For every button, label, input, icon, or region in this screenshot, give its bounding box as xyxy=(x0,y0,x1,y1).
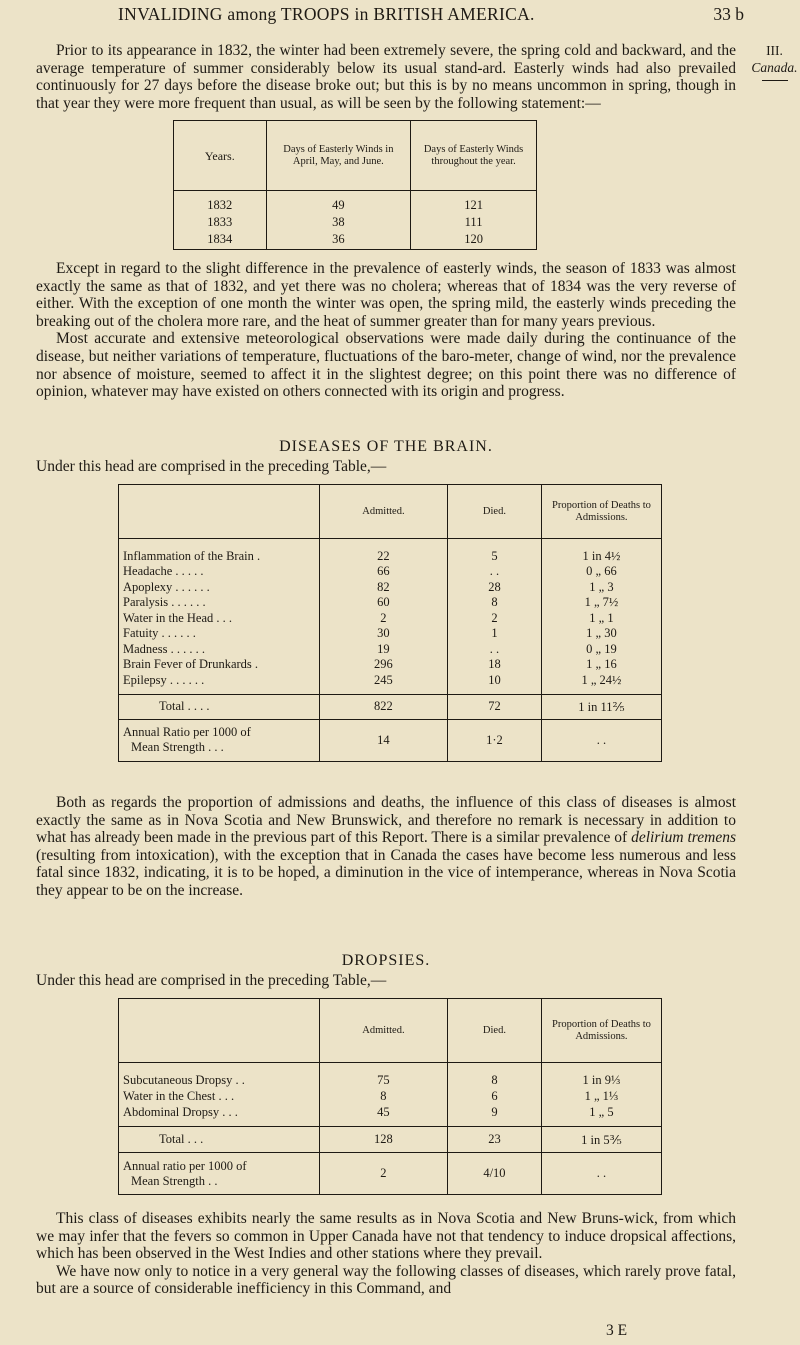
table-row xyxy=(119,657,662,673)
table-row xyxy=(119,549,662,565)
running-header xyxy=(0,4,800,28)
table-row xyxy=(119,580,662,596)
dropsy-died: 6 xyxy=(448,1089,542,1105)
dropsy-ratio-proportion: . . xyxy=(541,1153,661,1195)
dropsy-total-died: 23 xyxy=(448,1127,542,1153)
brain-disease-name: Brain Fever of Drunkards . xyxy=(123,657,259,672)
brain-header-proportion: Proportion of Deaths to Admissions. xyxy=(541,485,661,539)
paragraph-4 xyxy=(36,794,736,900)
dropsy-disease-name: Water in the Chest . . . xyxy=(123,1089,235,1103)
brain-ratio-label-1: Annual Ratio per 1000 of xyxy=(123,725,251,739)
dropsy-ratio-died: 4/10 xyxy=(448,1153,542,1195)
brain-header-died: Died. xyxy=(448,485,542,539)
brain-total-admitted: 822 xyxy=(319,694,447,719)
brain-admitted: 30 xyxy=(319,626,447,642)
brain-proportion: 1 in 4½ xyxy=(541,549,661,565)
paragraph-4-after: (resulting from intoxication), with the exception that in Canada the cases have become less numerous and less fatal since 1832, indicating, it is to be hoped, a diminution in the vice of intemperance, whereas in Nova Scotia they appear to be on the increase. xyxy=(36,846,736,899)
dropsy-header-died: Died. xyxy=(448,999,542,1063)
table-row xyxy=(119,1105,662,1121)
paragraph-1-block xyxy=(36,42,736,112)
table-row xyxy=(119,1073,662,1089)
table-row xyxy=(119,595,662,611)
brain-total-proportion: 1 in 11⅖ xyxy=(541,694,661,719)
winds-amj: 38 xyxy=(266,214,411,231)
winds-header-amj: Days of Easterly Winds in April, May, and June. xyxy=(266,121,411,191)
dropsy-total-label: Total . . . xyxy=(159,1132,204,1146)
signature-mark: 3 E xyxy=(606,1322,628,1339)
brain-proportion: 1 „ 3 xyxy=(541,580,661,596)
brain-disease-name: Epilepsy . . . . . . xyxy=(123,672,205,687)
paragraphs-2-3-block xyxy=(36,260,736,401)
running-title: INVALIDING among TROOPS in BRITISH AMERICA. xyxy=(118,4,535,24)
dropsy-disease-name: Subcutaneous Dropsy . . xyxy=(123,1073,245,1087)
winds-amj: 36 xyxy=(266,231,411,250)
brain-proportion: 1 „ 24½ xyxy=(541,673,661,689)
brain-admitted: 245 xyxy=(319,673,447,689)
table-ratio-row xyxy=(119,719,662,761)
winds-header-year: Days of Easterly Winds throughout the year. xyxy=(411,121,537,191)
brain-died: . . xyxy=(448,642,542,658)
brain-proportion: 1 „ 7½ xyxy=(541,595,661,611)
winds-year-total: 120 xyxy=(411,231,537,250)
brain-proportion: 1 „ 30 xyxy=(541,626,661,642)
easterly-winds-table xyxy=(173,120,537,250)
dropsy-admitted: 8 xyxy=(319,1089,447,1105)
table-row xyxy=(119,1089,662,1105)
margin-rule xyxy=(762,80,788,81)
brain-ratio-died: 1·2 xyxy=(448,719,542,761)
dropsy-died: 8 xyxy=(448,1073,542,1089)
winds-header-years: Years. xyxy=(174,121,267,191)
brain-disease-name: Water in the Head . . . xyxy=(123,610,233,625)
margin-chapter: III. xyxy=(766,43,783,58)
winds-year: 1834 xyxy=(207,232,233,247)
table-row xyxy=(119,564,662,580)
dropsy-died: 9 xyxy=(448,1105,542,1121)
paragraph-4-italic: delirium tremens xyxy=(631,829,736,847)
table-row xyxy=(119,611,662,627)
brain-admitted: 82 xyxy=(319,580,447,596)
paragraph-1: Prior to its appearance in 1832, the winter had been extremely severe, the spring cold and backward, and the average temperature of summer considerably below its usual stand-ard. Easterly winds had also prevailed continuously for 27 days before the disease broke out; but this is by no means uncommon in spring, though in that year they were more frequent than usual, as will be seen by the following statement:— xyxy=(36,42,736,112)
margin-region: Canada. xyxy=(751,60,798,75)
brain-admitted: 66 xyxy=(319,564,447,580)
brain-disease-name: Headache . . . . . xyxy=(123,564,204,579)
table-row xyxy=(174,231,537,250)
dropsy-admitted: 45 xyxy=(319,1105,447,1121)
dropsy-section-heading: DROPSIES. xyxy=(341,952,431,969)
brain-diseases-table xyxy=(118,484,662,762)
winds-year: 1832 xyxy=(207,197,233,212)
winds-year-total: 121 xyxy=(411,197,537,214)
paragraph-6: We have now only to notice in a very general way the following classes of diseases, which rarely prove fatal, but are a source of considerable inefficiency in this Command, and xyxy=(36,1262,736,1298)
brain-section-heading: DISEASES OF THE BRAIN. xyxy=(279,438,493,455)
brain-total-died: 72 xyxy=(448,694,542,719)
brain-total-label: Total . . . . xyxy=(159,699,210,713)
table-ratio-row xyxy=(119,1153,662,1195)
brain-died: 2 xyxy=(448,611,542,627)
brain-died: 8 xyxy=(448,595,542,611)
brain-admitted: 19 xyxy=(319,642,447,658)
dropsy-total-proportion: 1 in 5⅗ xyxy=(541,1127,661,1153)
brain-died: 5 xyxy=(448,549,542,565)
brain-died: . . xyxy=(448,564,542,580)
paragraph-4-block xyxy=(36,794,736,900)
winds-year-total: 111 xyxy=(411,214,537,231)
brain-proportion: 1 „ 1 xyxy=(541,611,661,627)
brain-died: 18 xyxy=(448,657,542,673)
dropsy-ratio-label-1: Annual ratio per 1000 of xyxy=(123,1158,247,1173)
brain-ratio-admitted: 14 xyxy=(319,719,447,761)
table-row xyxy=(119,642,662,658)
brain-header-admitted: Admitted. xyxy=(319,485,447,539)
dropsy-section-heading-block xyxy=(36,952,736,990)
dropsy-header-admitted: Admitted. xyxy=(319,999,447,1063)
page-number: 33 b xyxy=(713,4,744,24)
brain-section-intro: Under this head are comprised in the preceding Table,— xyxy=(36,458,387,475)
brain-died: 10 xyxy=(448,673,542,689)
dropsy-disease-name: Abdominal Dropsy . . . xyxy=(123,1105,238,1119)
brain-admitted: 22 xyxy=(319,549,447,565)
brain-ratio-proportion: . . xyxy=(541,719,661,761)
paragraph-5: This class of diseases exhibits nearly the same results as in Nova Scotia and New Bruns-wick, from which we may infer that the fevers so common in Upper Canada have not that tendency to induce dropsical affections, which has been observed in the West Indies and other stations where they prevail. xyxy=(36,1210,736,1263)
margin-note xyxy=(749,42,800,81)
dropsy-ratio-admitted: 2 xyxy=(319,1153,447,1195)
dropsy-proportion: 1 „ 1⅓ xyxy=(541,1089,661,1105)
brain-disease-name: Apoplexy . . . . . . xyxy=(123,579,210,594)
brain-proportion: 0 „ 19 xyxy=(541,642,661,658)
brain-died: 28 xyxy=(448,580,542,596)
brain-ratio-label-2: Mean Strength . . . xyxy=(131,740,224,754)
paragraph-3: Most accurate and extensive meteorological observations were made daily during the continuance of the disease, but neither variations of temperature, fluctuations of the baro-meter, change of wind, nor the prevalence nor absence of moisture, seemed to affect it in the slightest degree; on this point there was no difference of opinion, whatever may have existed on others connected with its origin and progress. xyxy=(36,330,736,401)
table-row xyxy=(174,214,537,231)
table-row xyxy=(119,626,662,642)
paragraphs-5-6-block xyxy=(36,1210,736,1298)
dropsy-ratio-label-2: Mean Strength . . xyxy=(131,1173,218,1188)
winds-year: 1833 xyxy=(207,214,233,229)
brain-disease-name: Paralysis . . . . . . xyxy=(123,595,206,610)
brain-disease-name: Inflammation of the Brain . xyxy=(123,548,261,563)
brain-proportion: 0 „ 66 xyxy=(541,564,661,580)
dropsy-header-proportion: Proportion of Deaths to Admissions. xyxy=(541,999,661,1063)
brain-admitted: 2 xyxy=(319,611,447,627)
brain-admitted: 60 xyxy=(319,595,447,611)
paragraph-2: Except in regard to the slight difference in the prevalence of easterly winds, the season of 1833 was almost exactly the same as that of 1832, and yet there was no cholera; whereas that of 1834 was the very reverse of either. With the exception of one month the winter was open, the spring mild, the easterly winds preceding the breaking out of the cholera more rare, and the heat of summer greater than for many years previous. xyxy=(36,260,736,330)
dropsy-proportion: 1 in 9⅓ xyxy=(541,1073,661,1089)
brain-proportion: 1 „ 16 xyxy=(541,657,661,673)
dropsy-admitted: 75 xyxy=(319,1073,447,1089)
dropsies-table xyxy=(118,998,662,1195)
paragraph-4-before: Both as regards the proportion of admissions and deaths, the influence of this class of diseases is almost exactly the same as in Nova Scotia and New Brunswick, and therefore no remark is necessary in addition to what has already been made in the previous part of this Report. There is a similar prevalence of xyxy=(36,794,736,847)
table-total-row xyxy=(119,694,662,719)
table-row xyxy=(174,197,537,214)
brain-section-heading-block xyxy=(36,438,736,476)
dropsy-proportion: 1 „ 5 xyxy=(541,1105,661,1121)
brain-admitted: 296 xyxy=(319,657,447,673)
brain-disease-name: Madness . . . . . . xyxy=(123,641,205,656)
dropsy-total-admitted: 128 xyxy=(319,1127,447,1153)
brain-died: 1 xyxy=(448,626,542,642)
table-row xyxy=(119,673,662,689)
winds-amj: 49 xyxy=(266,197,411,214)
table-total-row xyxy=(119,1127,662,1153)
brain-disease-name: Fatuity . . . . . . xyxy=(123,626,196,641)
dropsy-section-intro: Under this head are comprised in the preceding Table,— xyxy=(36,972,387,989)
